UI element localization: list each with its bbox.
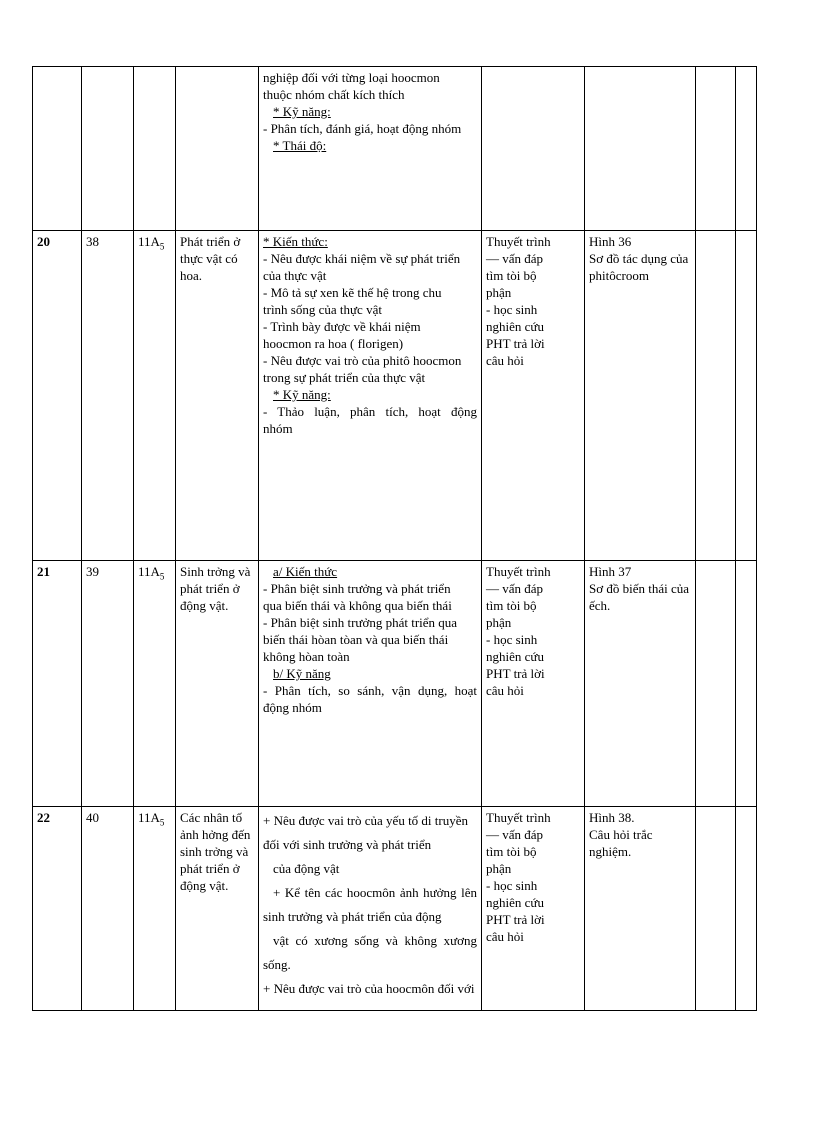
equipment-cell <box>585 67 696 231</box>
method-line: — vấn đáp <box>486 581 544 596</box>
content-line: - Mô tả sự xen kẽ thế hệ trong chu <box>263 285 442 300</box>
equipment-line: Câu hỏi trắc <box>589 827 653 842</box>
equipment-line: nghiệm. <box>589 844 632 859</box>
content-cell <box>259 67 482 231</box>
method-cell <box>482 231 585 561</box>
empty-cell <box>696 67 736 231</box>
method-line: câu hỏi <box>486 353 524 368</box>
method-line: phận <box>486 861 512 876</box>
content-cell <box>259 561 482 807</box>
class-cell: $11A_5$ <box>134 231 176 561</box>
content-line: - Trình bày được về khái niệm <box>263 319 421 334</box>
table-row <box>33 67 757 231</box>
content-line: nhóm <box>263 421 293 436</box>
section-heading: * Thái độ: <box>273 138 327 153</box>
empty-cell <box>736 67 757 231</box>
section-heading: * Kỹ năng: <box>273 104 331 119</box>
lesson-number: 39 <box>82 561 134 807</box>
table-row <box>33 807 757 1011</box>
method-line: Thuyết trình <box>486 810 551 825</box>
lesson-number: 38 <box>82 231 134 561</box>
method-line: PHT trả lời <box>486 912 545 927</box>
method-line: phận <box>486 615 512 630</box>
content-line: của động vật <box>273 861 340 876</box>
content-line: qua biến thái và không qua biến thái <box>263 598 452 613</box>
content-line: - Phân tích, so sánh, vận dụng, hoạt <box>263 683 477 698</box>
method-line: tìm tòi bộ <box>486 844 537 859</box>
equipment-cell <box>585 561 696 807</box>
method-line: PHT trả lời <box>486 336 545 351</box>
content-line: trong sự phát triển của thực vật <box>263 370 426 385</box>
content-line: - Nêu được khái niệm về sự phát triển <box>263 251 461 266</box>
content-cell <box>259 807 482 1011</box>
section-heading: * Kỹ năng: <box>273 387 331 402</box>
content-line: biến thái hòan tòan và qua biến thái <box>263 632 449 647</box>
section-heading: b/ Kỹ năng <box>273 666 331 681</box>
empty-cell <box>736 561 757 807</box>
content-line: - Phân tích, đánh giá, hoạt động nhóm <box>263 121 462 136</box>
content-line: vật có xương sống và không xương <box>273 933 477 948</box>
lesson-title <box>176 67 259 231</box>
equipment-line: Hình 36 <box>589 234 632 249</box>
row-number: 20 <box>33 231 82 561</box>
method-line: nghiên cứu <box>486 895 544 910</box>
method-line: - học sinh <box>486 878 538 893</box>
equipment-line: Sơ đồ tác dụng của <box>589 251 689 266</box>
content-line: - Phân biệt sinh trưởng và phát triển <box>263 581 451 596</box>
content-line: + Nêu được vai trò của hoocmôn đối với <box>263 981 475 996</box>
content-line: hoocmon ra hoa ( florigen) <box>263 336 404 351</box>
lesson-title: Sinh trởng và phát triển ở động vật. <box>176 561 259 807</box>
method-line: câu hỏi <box>486 683 524 698</box>
lesson-plan-table <box>32 66 757 1011</box>
empty-cell <box>696 231 736 561</box>
content-line: sinh trưởng và phát triển của động <box>263 909 442 924</box>
row-number: 22 <box>33 807 82 1011</box>
method-line: PHT trả lời <box>486 666 545 681</box>
method-line: — vấn đáp <box>486 827 544 842</box>
table-row <box>33 561 757 807</box>
method-line: nghiên cứu <box>486 649 544 664</box>
equipment-line: ếch. <box>589 598 611 613</box>
class-cell: $11A_5$ <box>134 561 176 807</box>
lesson-number: 40 <box>82 807 134 1011</box>
content-line: trình sống của thực vật <box>263 302 382 317</box>
lesson-title: Các nhân tố ảnh hởng đến sinh trởng và phát triển ở động vật. <box>176 807 259 1011</box>
row-number: 21 <box>33 561 82 807</box>
method-line: phận <box>486 285 512 300</box>
content-line: - Phân biệt sinh trưởng phát triển qua <box>263 615 458 630</box>
class-cell: $11A_5$ <box>134 807 176 1011</box>
equipment-line: phitôcroom <box>589 268 649 283</box>
content-line: + Nêu được vai trò của yếu tố di truyền <box>263 813 468 828</box>
method-cell <box>482 561 585 807</box>
method-line: tìm tòi bộ <box>486 598 537 613</box>
lesson-title: Phát triển ở thực vật có hoa. <box>176 231 259 561</box>
equipment-line: Sơ đồ biến thái của <box>589 581 690 596</box>
section-heading: * Kiến thức: <box>263 234 328 249</box>
method-line: — vấn đáp <box>486 251 544 266</box>
method-line: Thuyết trình <box>486 564 551 579</box>
content-line: - Nêu được vai trò của phitô hoocmon <box>263 353 462 368</box>
method-line: nghiên cứu <box>486 319 544 334</box>
row-number <box>33 67 82 231</box>
equipment-cell <box>585 807 696 1011</box>
equipment-cell <box>585 231 696 561</box>
content-line: không hòan toàn <box>263 649 350 664</box>
equipment-line: Hình 37 <box>589 564 632 579</box>
content-line: nghiệp đối với từng loại hoocmon <box>263 70 440 85</box>
method-line: - học sinh <box>486 302 538 317</box>
empty-cell <box>736 231 757 561</box>
content-line: thuộc nhóm chất kích thích <box>263 87 405 102</box>
method-line: tìm tòi bộ <box>486 268 537 283</box>
lesson-number <box>82 67 134 231</box>
content-line: động nhóm <box>263 700 322 715</box>
content-line: sống. <box>263 957 291 972</box>
content-line: + Kể tên các hoocmôn ảnh hưởng lên <box>273 885 477 900</box>
content-cell <box>259 231 482 561</box>
content-line: của thực vật <box>263 268 327 283</box>
method-line: - học sinh <box>486 632 538 647</box>
method-line: Thuyết trình <box>486 234 551 249</box>
method-cell <box>482 67 585 231</box>
empty-cell <box>696 807 736 1011</box>
content-line: đối với sinh trưởng và phát triển <box>263 837 432 852</box>
section-heading: a/ Kiến thức <box>273 564 338 579</box>
equipment-line: Hình 38. <box>589 810 635 825</box>
method-cell <box>482 807 585 1011</box>
method-line: câu hỏi <box>486 929 524 944</box>
empty-cell <box>696 561 736 807</box>
empty-cell <box>736 807 757 1011</box>
table-row <box>33 231 757 561</box>
class-cell <box>134 67 176 231</box>
content-line: - Thảo luận, phân tích, hoạt động <box>263 404 477 419</box>
